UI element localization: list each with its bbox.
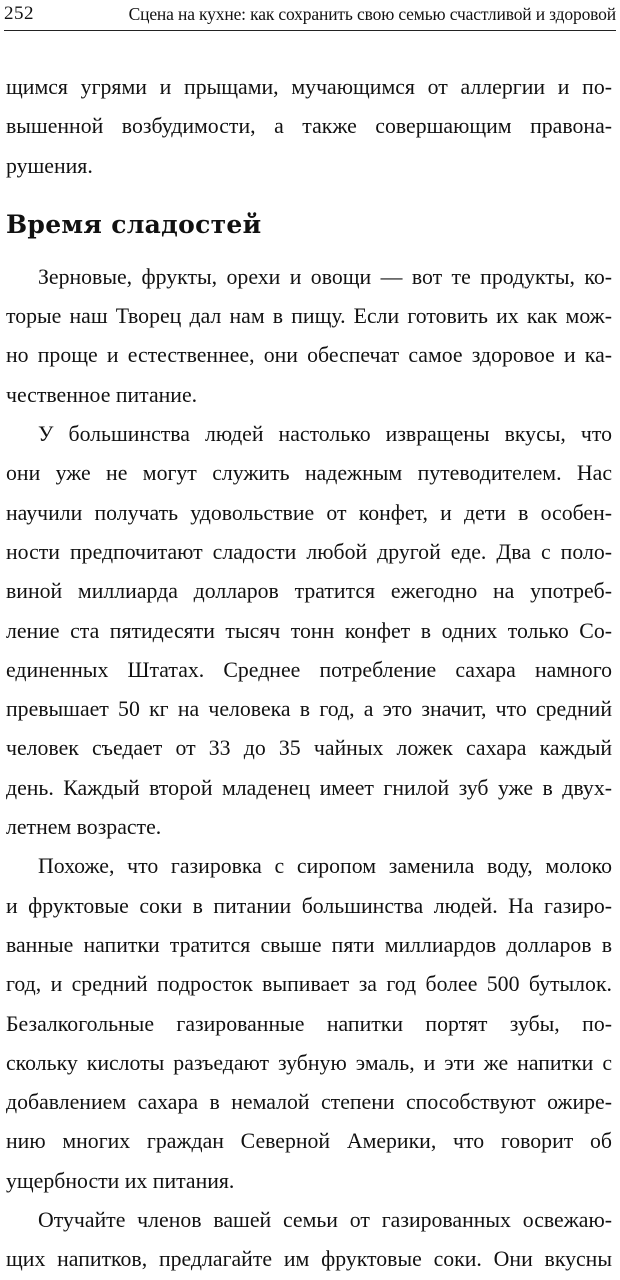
- text-line: виной миллиарда долларов тратится ежегодно на употреб-: [6, 579, 612, 604]
- text-line: летнем возрасте.: [6, 815, 162, 840]
- text-line: ванные напитки тратится свыше пяти миллиардов долларов в: [6, 932, 612, 957]
- text-line: щих напитков, предлагайте им фруктовые соки. Они вкусны: [6, 1247, 612, 1272]
- text-line: торые наш Творец дал нам в пищу. Если готовить их как мож-: [6, 304, 612, 329]
- text-line: добавлением сахара в немалой степени способствуют ожире-: [6, 1090, 612, 1115]
- text-line: Безалкогольные газированные напитки портят зубы, по-: [6, 1011, 612, 1036]
- running-header: [4, 2, 616, 31]
- text-line: чественное питание.: [6, 382, 198, 407]
- text-line: У большинства людей настолько извращены вкусы, что: [38, 422, 612, 447]
- running-title: Сцена на кухне: как сохранить свою семью счастливой и здоровой: [128, 4, 616, 24]
- text-line: вышенной возбудимости, а также совершающим правона-: [6, 114, 612, 139]
- text-line: ущербности их питания.: [6, 1168, 235, 1193]
- text-line: Похоже, что газировка с сиропом заменила воду, молоко: [38, 854, 612, 879]
- text-line: и фруктовые соки в питании большинства людей. На газиро-: [6, 893, 612, 918]
- body-text: [6, 68, 612, 1280]
- text-line: они уже не могут служить надежным путеводителем. Нас: [6, 461, 612, 486]
- text-line: научили получать удовольствие от конфет, и дети в особен-: [6, 500, 612, 525]
- text-line: рушения.: [6, 153, 93, 178]
- text-line: день. Каждый второй младенец имеет гнилой зуб уже в двух-: [6, 775, 612, 800]
- text-line: ление ста пятидесяти тысяч тонн конфет в одних только Со-: [6, 618, 612, 643]
- paragraph-2: [6, 415, 612, 847]
- paragraph-3: [6, 847, 612, 1201]
- text-line: превышает 50 кг на человека в год, а это значит, что средний: [6, 697, 612, 722]
- text-line: единенных Штатах. Среднее потребление сахара намного: [6, 657, 612, 682]
- text-line: щимся угрями и прыщами, мучающимся от аллергии и по-: [6, 75, 612, 99]
- paragraph-4: [6, 1201, 612, 1280]
- text-line: год, и средний подросток выпивает за год более 500 бутылок.: [6, 972, 612, 997]
- paragraph-1: [6, 258, 612, 415]
- page-number: 252: [4, 3, 34, 24]
- text-line: человек съедает от 33 до 35 чайных ложек сахара каждый: [6, 736, 612, 761]
- text-line: Зерновые, фрукты, орехи и овощи — вот те продукты, ко-: [38, 264, 612, 289]
- text-line: ности предпочитают сладости любой другой еде. Два с поло-: [6, 539, 612, 564]
- text-line: Отучайте членов вашей семьи от газированных освежаю-: [38, 1208, 612, 1233]
- text-line: нию многих граждан Северной Америки, что говорит об: [6, 1129, 612, 1154]
- section-heading: Время сладостей: [6, 209, 262, 239]
- continued-paragraph: [6, 68, 612, 186]
- text-line: скольку кислоты разъедают зубную эмаль, и эти же напитки с: [6, 1050, 612, 1075]
- text-line: но проще и естественнее, они обеспечат самое здоровое и ка-: [6, 343, 612, 368]
